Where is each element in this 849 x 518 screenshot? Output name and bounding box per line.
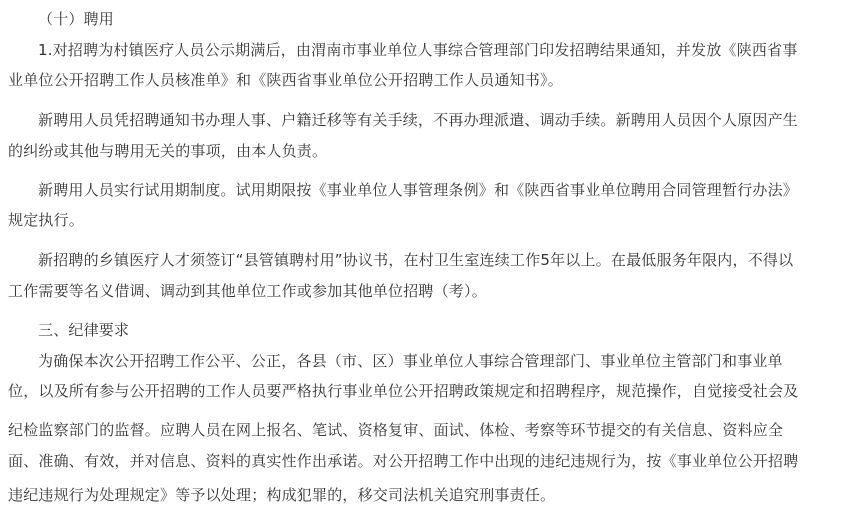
paragraph-line: 位，以及所有参与公开招聘的工作人员要严格执行事业单位公开招聘政策规定和招聘程序，规范操作，自觉接受社会及 [8, 382, 799, 400]
paragraph-line: 的纠纷或其他与聘用无关的事项，由本人负责。 [8, 142, 328, 160]
section-heading-hiring: （十）聘用 [38, 10, 115, 28]
paragraph-line: 纪检监察部门的监督。应聘人员在网上报名、笔试、资格复审、面试、体检、考察等环节提交的有关信息、资料应全 [8, 421, 784, 439]
paragraph-line: 1.对招聘为村镇医疗人员公示期满后，由渭南市事业单位人事综合管理部门印发招聘结果通知，并发放《陕西省事 [38, 41, 798, 59]
paragraph-line: 新招聘的乡镇医疗人才须签订“县管镇聘村用”协议书，在村卫生室连续工作5年以上。在最低服务年限内，不得以 [38, 251, 794, 269]
paragraph-line: 工作需要等名义借调、调动到其他单位工作或参加其他单位招聘（考）。 [8, 282, 487, 300]
paragraph-line: 为确保本次公开招聘工作公平、公正，各县（市、区）事业单位人事综合管理部门、事业单位主管部门和事业单 [38, 352, 783, 370]
paragraph-line: 规定执行。 [8, 211, 85, 229]
paragraph-line: 业单位公开招聘工作人员核准单》和《陕西省事业单位公开招聘工作人员通知书》。 [8, 71, 563, 89]
paragraph-line: 新聘用人员凭招聘通知书办理人事、户籍迁移等有关手续，不再办理派遣、调动手续。新聘用人员因个人原因产生 [38, 111, 799, 129]
section-heading-discipline: 三、纪律要求 [38, 321, 130, 339]
paragraph-line: 面、准确、有效，并对信息、资料的真实性作出承诺。对公开招聘工作中出现的违纪违规行为，按《事业单位公开招聘 [8, 452, 799, 470]
paragraph-line: 违纪违规行为处理规定》等予以处理；构成犯罪的，移交司法机关追究刑事责任。 [8, 486, 556, 504]
paragraph-line: 新聘用人员实行试用期制度。试用期限按《事业单位人事管理条例》和《陕西省事业单位聘用合同管理暂行办法》 [38, 181, 799, 199]
